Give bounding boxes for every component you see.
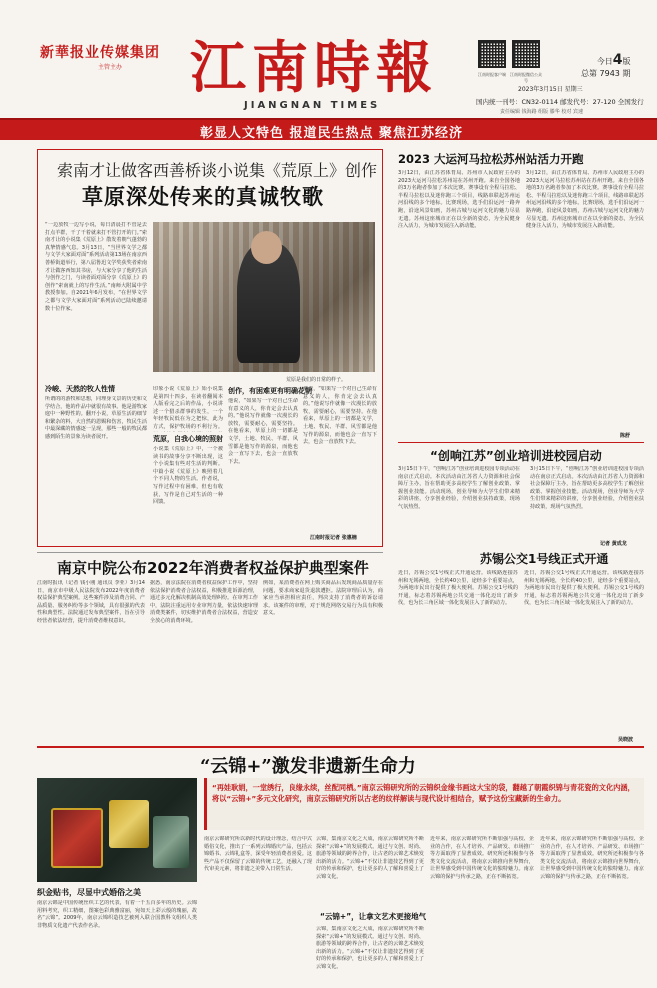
article-text: 印象小说《荒原上》始小说集是第四十四多，在读者翻阅本人版看完之后的作品，小说讲述一个猎杀群事的发生，一个年轻牧民低在为之把惊，此为方式，保护牧场的不利行为。: [153, 386, 223, 430]
byline: 陈舒: [620, 433, 631, 439]
consumer-headline: 南京中院公布2022年消费者权益保护典型案件: [57, 559, 369, 577]
editor-credits: 责任编辑 钱海路 组版 滕华 校对 宾速: [500, 109, 583, 115]
divider: [37, 746, 644, 748]
article-text: 3月12日，由江苏省体育局、苏州市人民政府主办的2023大运河马拉松苏州站在苏州开跑。来自全国各地的3万名跑者参加了本次比赛。赛事设有全程马拉松、半程马拉松以及迷你跑三个项目，线路串联起苏州运河沿线的多个地标。比赛现场，选手们沿运河一路奔跑，沿途风景如画，苏州古城与运河文化的魅力尽显无遗。苏州这座城市正在以全新的姿态，为全民健身注入活力，为城市发展注入新动能。: [398, 170, 520, 230]
page-info: 今日4版 总第 7943 期: [581, 52, 631, 78]
bus-headline: 苏锡公交1号线正式开通: [480, 552, 609, 566]
publication-code: 国内统一刊号：CN32-0114 邮发代号：27-120 全国发行: [476, 98, 644, 106]
subheading: 创作，有困难更有明确花朝: [228, 387, 312, 395]
byline: 江南时报记者 张惠楠: [310, 535, 357, 541]
qr-caption: 江南时报客户端: [478, 72, 506, 77]
dateline: 2023年3月15日 星期三: [518, 86, 583, 93]
yunjin-product-photo: [37, 778, 197, 882]
group-logo: 新華报业传媒集团: [40, 45, 160, 61]
photo-caption: 荒原是我们的日常的样子。: [286, 377, 347, 383]
pull-quote: “再娃耿娟，一堂绣行，良缘永续，丝配同栖。”南京云锦研究所的云锦织金缘书画这大宝的袋，翻越了朝霞织锦与青花瓷的文化内涵，将以“云锦+”多元文化研究，南京云锦研究所以古老的纹样解读与现代设计相结合，赋予这份宝藏新的生命力。: [212, 783, 635, 803]
article-text: 3月15日下午，“创响江苏”创业培训进校园专项活动在南京正式启动。本次活动由江苏省人力资源和社会保障厅主办，旨在帮助更多高校学生了解创业政策、掌握创业技能。活动现场，创业导师为大学生们带来精彩的讲座，分享创业经验，介绍创业扶持政策，现场气氛热烈。: [398, 466, 520, 510]
article-text: 云锦，集南京文化之大成，南京云锦研究所不断探索“云锦+”的发展模式。通过与文创、时尚、旅游等领域的跨界合作，让古老的云锦艺术焕发出新的活力。“云锦+”不仅让非遗技艺得到了更好的传承和保护，也让更多的人了解和喜爱上了云锦文化。: [316, 926, 424, 970]
article-text: 所谓的的游牧和思想，同理身文景的历史和文学结合，他的作品中就很有故事。他是游牧家庭中一种野性的。翻开小说，草原生活的细节和繁杂的料，大自然的恩赐和伤害，牧民生活中最深藏的情感逐一呈现，那些一般的牧民都感到陌生的景象为读者展开。: [45, 396, 147, 440]
issue-number: 总第 7943 期: [581, 69, 631, 78]
author-photo: [153, 222, 375, 372]
article-text: 他说，“如果写一个对自己生命有意义的人，你肯定会去认真的。”他说写作就像一次漫长的放牧，需要耐心，需要坚持。在他看来，草原上的一切都是文学，土地、牧民、羊群、风雪都是他写作的源泉，而他也会一直写下去，也会一直放牧下去。: [303, 386, 377, 446]
article-text: 近日，苏锡公交1号线正式开通运营。该线路连接苏州和无锡两地，全长约40公里，途经多个重要站点，为两地市民出行提供了极大便利。苏锡公交1号线的开通，标志着苏锡两地公共交通一体化迈出了新步伐，也为长三角区域一体化发展注入了新的动力。: [398, 570, 518, 607]
article-text: 南京云锦是中国传统丝织工艺的代表，有着一千五百多年的历史。云锦用料考究，织工精细，图案色彩典雅富丽，宛如天上彩云般的瑰丽，故名“云锦”。2009年，南京云锦织造技艺被列入联合国教科文组织人类非物质文化遗产代表作名录。: [37, 900, 197, 929]
article-text: 据悉，南京法院在消费者权益保护工作中，坚持依法保护消费者合法权益，积极推进诉源治理，通过多元化解决机制高效处理纠纷。在审判工作中，法院注重运用专业审判力量，依法快速审理消费类案件，切实维护消费者合法权益，营造安全放心的消费环境。: [150, 580, 258, 624]
article-text: 近日，苏锡公交1号线正式开通运营。该线路连接苏州和无锡两地，全长约40公里，途经多个重要站点，为两地市民出行提供了极大便利。苏锡公交1号线的开通，标志着苏锡两地公共交通一体化迈出了新步伐，也为长三角区域一体化发展注入了新的动力。: [524, 570, 644, 607]
article-text: 3月12日，由江苏省体育局、苏州市人民政府主办的2023大运河马拉松苏州站在苏州开跑。来自全国各地的3万名跑者参加了本次比赛。赛事设有全程马拉松、半程马拉松以及迷你跑三个项目，线路串联起苏州运河沿线的多个地标。比赛现场，选手们沿运河一路奔跑，沿途风景如画，苏州古城与运河文化的魅力尽显无遗。苏州这座城市正在以全新的姿态，为全民健身注入活力，为城市发展注入新动能。: [526, 170, 644, 230]
heritage-headline: “云锦+”激发非遗新生命力: [200, 756, 416, 777]
article-text: 小说集《荒原上》中，一个被读书的故事分享不断出现，这个小说集有些对生活的判断。中篇小说《荒原上》映照着几个不同人物的生活。作者说，写作过程中有困难，但也有收获，写作是自己对生活的一种回馈。: [153, 446, 223, 506]
subheading: 织金贴书，尽显中式婚俗之美: [37, 888, 141, 897]
byline: 记者 黄成龙: [600, 541, 627, 547]
divider: [398, 442, 644, 443]
byline: 吴晓波: [618, 737, 634, 743]
article-text: 近年来，南京云锦研究所不断加强与高校、企业的合作，在人才培养、产品研发、市场推广等方面取得了显著成效。研究所还积极参与各类文化交流活动，将南京云锦推向世界舞台，让世界感受到中国传统文化的独特魅力。南京云锦的保护与传承之路，正在不断拓宽。: [540, 836, 644, 880]
slogan: 彰显人文特色 报道民生热点 聚焦江苏经济: [200, 126, 464, 141]
marathon-headline: 2023 大运河马拉松苏州站活力开跑: [398, 152, 584, 166]
qr-code-icon: [512, 40, 540, 68]
article-text: 例如，某消费者在网上购买商品后发现商品质量存在问题，要求商家退货退款遭拒。法院审理后认为，商家应当承担相应责任，判决支持了消费者的诉讼请求。该案件的审理，对于规范网络交易行为具有积极意义。: [263, 580, 383, 617]
article-text: “一边放牧一边写小说，每日清晨打不管是去打点羊群，干了干着就来打不管打开的门。”索南才让的小说集《荒原上》散发着朝气蓬勃的真挚情感气息。3月13日，“当世界文学之都与文学大家面对面”系列活动第13场在南京西善桥街道举行，第八届鲁迅文学奖获奖者索南才让做客西知其书房，与大家分享了他的生活与创作之门，与读者面对面分享《荒原上》的创作“索南就上的写作生活。”南师大附属中学教授参加。自2021年6月发布，“在世界文学之都与文学大家面对面”系列活动已陆续邀请数十位作家。: [45, 222, 147, 312]
subheading: “云锦+”，让拿文艺术更接地气: [320, 912, 427, 921]
subheading: 荒原，自我心境的照射: [153, 435, 223, 443]
newspaper-title-en: JIANGNAN TIMES: [244, 100, 381, 111]
lead-subtitle: 索南才让做客西善桥谈小说集《荒原上》创作: [57, 161, 378, 180]
article-text: 云锦，集南京文化之大成，南京云锦研究所不断探索“云锦+”的发展模式。通过与文创、时尚、旅游等领域的跨界合作，让古老的云锦艺术焕发出新的活力。“云锦+”不仅让非遗技艺得到了更好的传承和保护，也让更多的人了解和喜爱上了云锦文化。: [316, 836, 424, 880]
qr-caption: 江南时报微信公众号: [510, 72, 542, 83]
article-text: 近年来，南京云锦研究所不断加强与高校、企业的合作，在人才培养、产品研发、市场推广等方面取得了显著成效。研究所还积极参与各类文化交流活动，将南京云锦推向世界舞台，让世界感受到中国传统文化的独特魅力。南京云锦的保护与传承之路，正在不断拓宽。: [430, 836, 534, 880]
lead-title: 草原深处传来的真诚牧歌: [82, 185, 324, 209]
article-text: 江南时报讯（记者 钱小刚 通讯员 李亚）3月14日，南京市中级人民法院发布2022年度消费者权益保护典型案例。这些案件涉及消费合同、产品质量、服务纠纷等多个领域，具有很强的代表性和典型性。法院通过发布典型案件，旨在引导经营者依法经营，提升消费者维权意识。: [37, 580, 145, 624]
divider: [37, 552, 383, 553]
newspaper-title: 江南時報: [190, 35, 438, 101]
group-sub: 主管主办: [98, 64, 123, 71]
article-text: 南京云锦研究所以新时代的设计理念，结合中式婚俗文化，推出了一系列云锦婚庆产品，包括云锦婚书、云锦礼盒等，深受年轻消费者喜爱。这些产品不仅保留了云锦的传统工艺，还融入了现代审美元素，将非遗之美带入日常生活。: [204, 836, 312, 873]
qr-code-icon: [478, 40, 506, 68]
article-text: 他说，“如果写一个对自己生命有意义的人，你肯定会去认真的。”他说写作就像一次漫长的放牧，需要耐心，需要坚持。在他看来，草原上的一切都是文学，土地、牧民、羊群、风雪都是他写作的源泉，而他也会一直写下去，也会一直放牧下去。: [228, 398, 298, 465]
startup-headline: “创响江苏”创业培训进校园启动: [430, 449, 602, 463]
article-text: 3月15日下午，“创响江苏”创业培训进校园专项活动在南京正式启动。本次活动由江苏省人力资源和社会保障厅主办，旨在帮助更多高校学生了解创业政策、掌握创业技能。活动现场，创业导师为大学生们带来精彩的讲座，分享创业经验，介绍创业扶持政策，现场气氛热烈。: [530, 466, 644, 510]
subheading: 冷峻、天然的牧人性情: [45, 385, 115, 393]
